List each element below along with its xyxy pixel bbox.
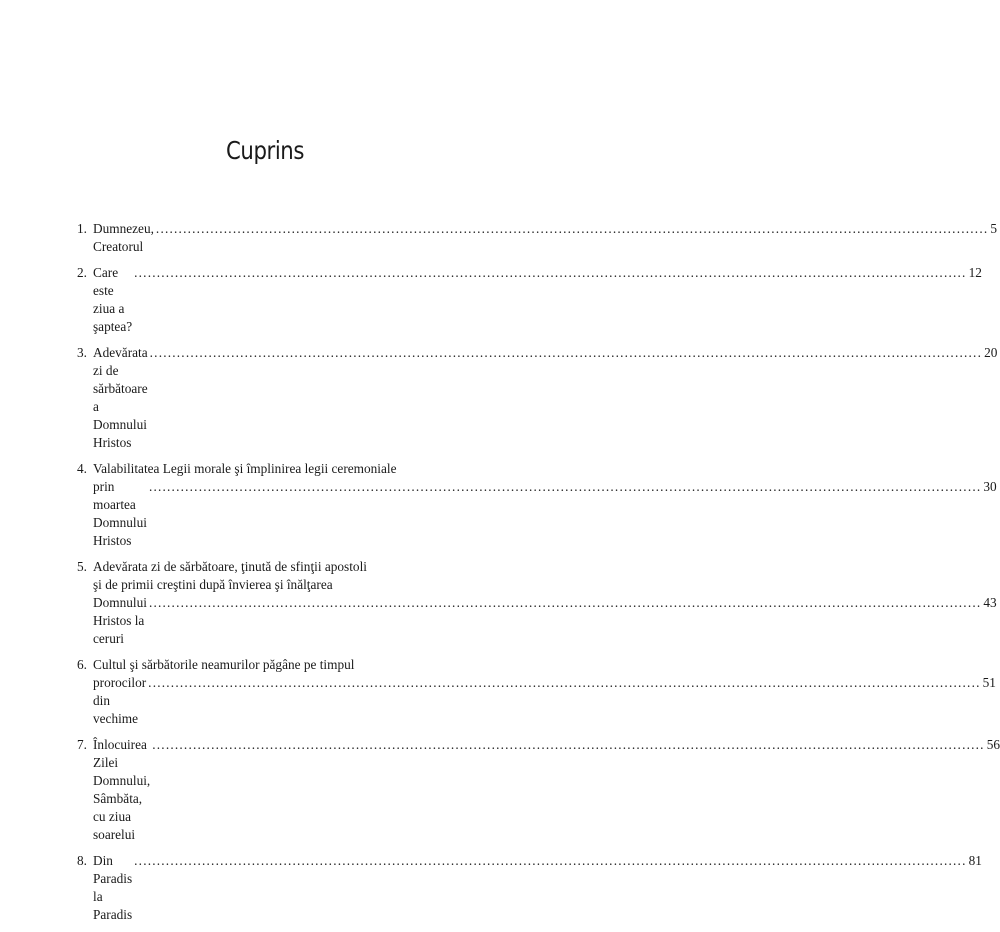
toc-entry-title: Dumnezeu, Creatorul <box>93 221 154 254</box>
toc-entry-body <box>93 656 996 728</box>
toc-entry-number: 2. <box>77 265 87 280</box>
toc-entry-page-number: 81 <box>968 853 982 868</box>
toc-entry-last-line <box>93 594 997 648</box>
toc-entry-number: 6. <box>77 657 87 672</box>
toc-entry-number: 3. <box>77 345 87 360</box>
toc-entry-title: prorocilor din vechime <box>93 675 147 726</box>
toc-entry-line: Valabilitatea Legii morale şi împlinirea legii ceremoniale <box>93 461 397 476</box>
toc-entry-title: Domnului Hristos la ceruri <box>93 595 147 646</box>
toc-entry-last-line <box>93 220 997 256</box>
toc-entry-number: 8. <box>77 853 87 868</box>
toc-entry-number: 4. <box>77 461 87 476</box>
toc-entry[interactable] <box>77 344 998 452</box>
toc-entry-page-number: 56 <box>986 737 1000 752</box>
toc-entry-line: Cultul şi sărbătorile neamurilor păgâne pe timpul <box>93 657 355 672</box>
toc-entry-title: Care este ziua a şaptea? <box>93 265 133 334</box>
toc-entry-page-number: 20 <box>984 345 998 360</box>
toc-entry[interactable] <box>77 264 982 336</box>
dot-leader <box>149 594 981 612</box>
toc-entry-number: 7. <box>77 737 87 752</box>
toc-entry-last-line <box>93 344 997 452</box>
toc-entry-last-line <box>93 478 997 550</box>
toc-entry-last-line <box>93 852 982 924</box>
toc-entry[interactable] <box>77 656 996 728</box>
toc-entry-page-number: 43 <box>983 595 997 610</box>
toc-entry-body <box>93 344 997 452</box>
dot-leader <box>134 852 966 870</box>
toc-entry-number: 5. <box>77 559 87 574</box>
toc-entry[interactable] <box>77 852 982 924</box>
dot-leader <box>156 220 988 238</box>
toc-entry-line: şi de primii creştini după învierea şi înălţarea <box>93 577 333 592</box>
toc-entry-page-number: 51 <box>982 675 996 690</box>
dot-leader <box>134 264 966 282</box>
dot-leader <box>149 478 981 496</box>
toc-entry-body <box>93 736 1000 844</box>
toc-entry-title: Înlocuirea Zilei Domnului, Sâmbăta, cu ziua soarelui <box>93 737 151 842</box>
dot-leader <box>152 736 984 754</box>
toc-entry-last-line <box>93 674 996 728</box>
toc-entry-number: 1. <box>77 221 87 236</box>
toc-entry-line: Adevărata zi de sărbătoare, ţinută de sfinţii apostoli <box>93 559 367 574</box>
dot-leader <box>150 344 982 362</box>
toc-entry-page-number: 12 <box>968 265 982 280</box>
toc-entry-title: Din Paradis la Paradis <box>93 853 133 922</box>
toc-entry-body <box>93 852 982 924</box>
toc-entry[interactable] <box>77 558 997 648</box>
page-title: Cuprins <box>225 136 304 165</box>
table-of-contents <box>77 220 1000 932</box>
toc-entry-title: prin moartea Domnului Hristos <box>93 479 147 548</box>
toc-entry-body <box>93 460 997 550</box>
toc-entry-body <box>93 220 997 256</box>
toc-entry[interactable] <box>77 460 997 550</box>
toc-entry-last-line <box>93 264 982 336</box>
toc-entry-title: Adevărata zi de sărbătoare a Domnului Hristos <box>93 345 148 450</box>
dot-leader <box>148 674 980 692</box>
toc-entry-body <box>93 264 982 336</box>
toc-entry[interactable] <box>77 736 1000 844</box>
toc-entry-last-line <box>93 736 1000 844</box>
toc-entry-body <box>93 558 997 648</box>
toc-entry-page-number: 5 <box>990 221 998 236</box>
toc-entry[interactable] <box>77 220 998 256</box>
toc-entry-page-number: 30 <box>983 479 997 494</box>
